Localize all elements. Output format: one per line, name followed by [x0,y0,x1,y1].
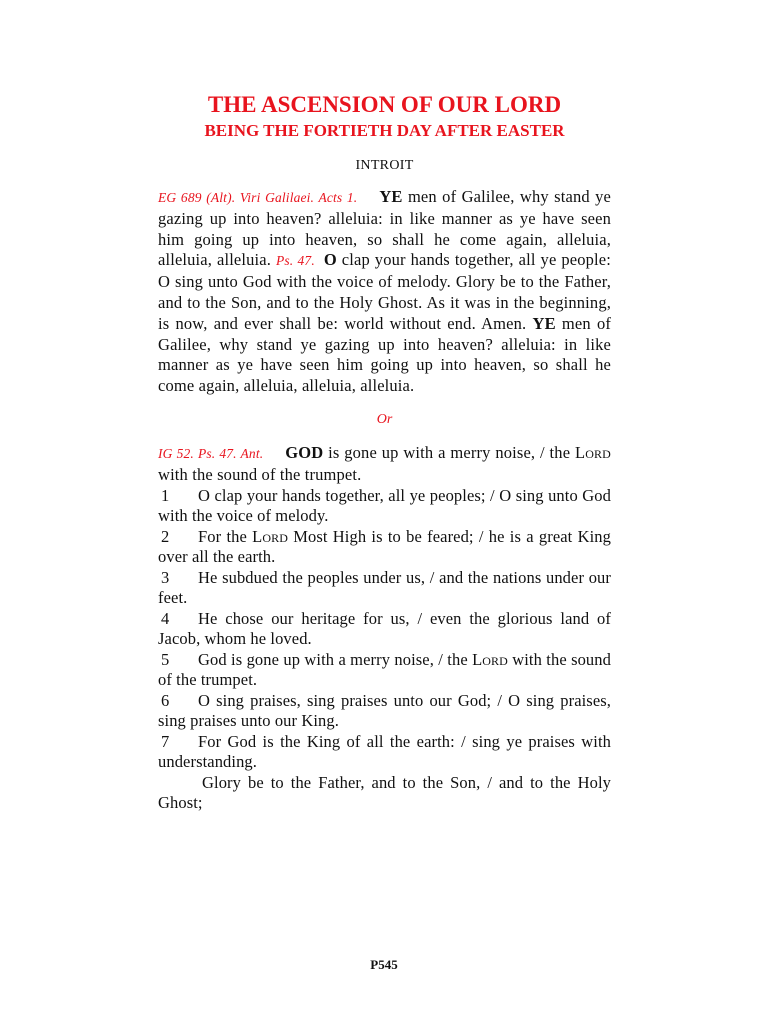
verse-text: O clap your hands together, all ye peoples; / O sing unto God with the voice of melody. [158,485,611,526]
psalm-verse [158,568,611,609]
antiphon-lord: Lord [574,442,611,462]
page-subtitle: BEING THE FORTIETH DAY AFTER EASTER [204,121,565,140]
page-title: THE ASCENSION OF OUR LORD [207,92,562,117]
verse-number: 5 [161,649,170,669]
introit-text-3: men of Galilee, why stand ye gazing up into heaven? alleluia: in like manner as ye have seen him going up into heaven, so shall he come again, alleluia, alleluia, alleluia. [158,313,612,396]
verse-number: 2 [161,526,170,546]
verse-number: 1 [161,485,170,505]
gloria-verse: Glory be to the Father, and to the Son, / and to the Holy Ghost; [158,772,611,813]
verse-number: 4 [161,608,170,628]
verse-text: O sing praises, sing praises unto our God; / O sing praises, sing praises unto our King. [158,690,611,731]
psalm-verse [158,527,611,568]
introit-repeat-initial: YE [532,313,556,333]
verse-text: He chose our heritage for us, / even the glorious land of Jacob, whom he loved. [158,608,611,649]
verse-text-pre: For the [198,526,253,546]
page-number: P545 [370,957,398,972]
section-heading: INTROIT [355,158,414,173]
psalm-verse [158,486,611,527]
antiphon-text-2: with the sound of the trumpet. [158,464,362,484]
verse-lord: Lord [252,526,288,546]
verse-number: 6 [161,690,170,710]
psalm-initial: O [323,250,337,270]
introit-initial: YE [379,187,403,206]
verse-lord: Lord [472,649,508,669]
verse-text: He subdued the peoples under us, / and the nations under our feet. [158,567,611,608]
verse-text-post: with the sound of the trumpet. [158,649,611,690]
introit-text-2: clap your hands together, all ye people: O sing unto God with the voice of melody. Glory be to the Father, and to the Son, and to the Holy Ghost. As it was in the beginning, is now, and ever shall be: world without end. Amen. [158,250,611,333]
verse-number: 7 [161,731,170,751]
psalm-verse [158,732,611,773]
verse-text-pre: God is gone up with a merry noise, / the [198,649,473,669]
or-divider: Or [376,411,393,427]
verse-text: For God is the King of all the earth: / sing ye praises with understanding. [158,731,611,772]
page-content [158,92,611,814]
antiphon-initial: GOD [285,442,324,462]
verse-number: 3 [161,567,170,587]
antiphon-text-1: is gone up with a merry noise, / the [323,442,575,462]
introit-text-1: men of Galilee, why stand ye gazing up into heaven? alleluia: in like manner as ye have seen him going up into heaven, so shall he come again, alleluia, alleluia, alleluia. [158,187,611,270]
introit-rubric: EG 689 (Alt). Viri Galilaei. Acts 1. [158,190,358,205]
introit-paragraph [158,187,611,397]
psalm-rubric: Ps. 47. [276,253,315,269]
antiphon-rubric: IG 52. Ps. 47. Ant. [158,445,264,461]
psalm-verse [158,691,611,732]
psalm-verse [158,609,611,650]
psalm-verse [158,650,611,691]
antiphon-paragraph [158,443,611,486]
verse-text-post: Most High is to be feared; / he is a great King over all the earth. [158,526,611,567]
